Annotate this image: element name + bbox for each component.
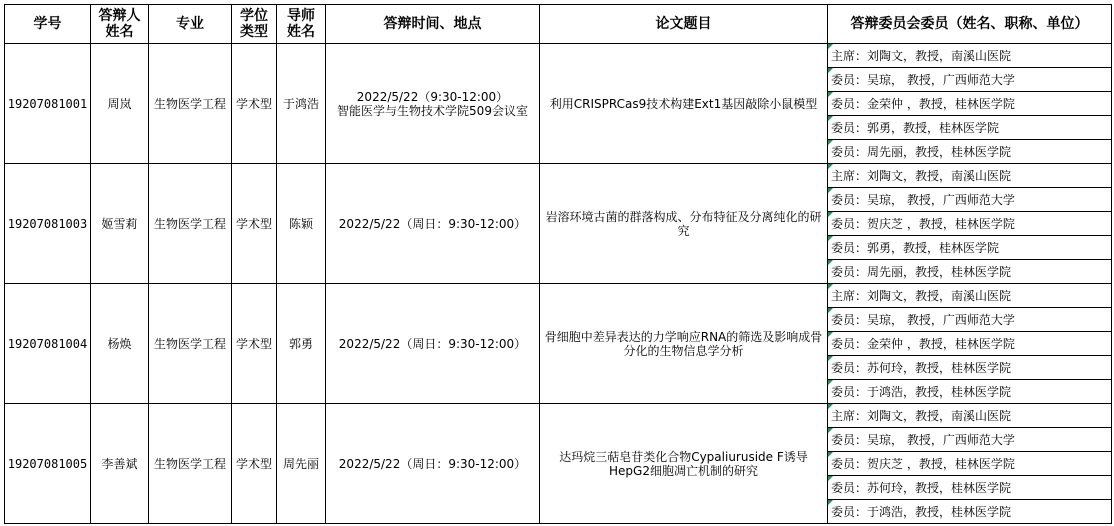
student-id-cell: 19207081001 bbox=[5, 44, 91, 164]
committee-member-cell: 委员：贺庆芝 ，教授，桂林医学院 bbox=[828, 452, 1112, 476]
degree-type-cell: 学术型 bbox=[232, 44, 277, 164]
committee-member-cell: 委员：吴琼， 教授，广西师范大学 bbox=[828, 68, 1112, 92]
committee-member-cell: 委员：苏何玲，教授，桂林医学院 bbox=[828, 356, 1112, 380]
header-thesis-title: 论文题目 bbox=[540, 5, 828, 44]
degree-type-cell: 学术型 bbox=[232, 164, 277, 284]
committee-member-cell: 委员：于鸿浩，教授，桂林医学院 bbox=[828, 500, 1112, 524]
committee-member-cell: 委员：吴琼， 教授，广西师范大学 bbox=[828, 188, 1112, 212]
header-advisor: 导师 姓名 bbox=[277, 5, 326, 44]
header-degree-type: 学位 类型 bbox=[232, 5, 277, 44]
major-cell: 生物医学工程 bbox=[149, 44, 232, 164]
committee-member-cell: 主席：刘陶文，教授，南溪山医院 bbox=[828, 284, 1112, 308]
thesis-title-cell: 利用CRISPRCas9技术构建Ext1基因敲除小鼠模型 bbox=[540, 44, 828, 164]
time-place-cell: 2022/5/22（周日：9:30-12:00） bbox=[326, 164, 540, 284]
advisor-cell: 郭勇 bbox=[277, 284, 326, 404]
thesis-title-cell: 骨细胞中差异表达的力学响应RNA的筛选及影响成骨分化的生物信息学分析 bbox=[540, 284, 828, 404]
committee-member-cell: 主席：刘陶文，教授，南溪山医院 bbox=[828, 164, 1112, 188]
table-row bbox=[5, 164, 1112, 188]
committee-member-cell: 委员：于鸿浩，教授，桂林医学院 bbox=[828, 380, 1112, 404]
header-major: 专业 bbox=[149, 5, 232, 44]
committee-member-cell: 主席：刘陶文，教授，南溪山医院 bbox=[828, 404, 1112, 428]
header-committee: 答辩委员会委员（姓名、职称、单位） bbox=[828, 5, 1112, 44]
committee-member-cell: 主席：刘陶文，教授，南溪山医院 bbox=[828, 44, 1112, 68]
header-row bbox=[5, 5, 1112, 44]
defense-schedule-table bbox=[4, 4, 1112, 524]
table-row bbox=[5, 404, 1112, 428]
student-name-cell: 姬雪莉 bbox=[91, 164, 149, 284]
committee-member-cell: 委员：金荣仲 ，教授，桂林医学院 bbox=[828, 332, 1112, 356]
student-name-cell: 李善斌 bbox=[91, 404, 149, 524]
committee-member-cell: 委员：吴琼， 教授，广西师范大学 bbox=[828, 308, 1112, 332]
header-time-place: 答辩时间、地点 bbox=[326, 5, 540, 44]
degree-type-cell: 学术型 bbox=[232, 284, 277, 404]
time-place-cell: 2022/5/22（周日：9:30-12:00） bbox=[326, 284, 540, 404]
time-place-cell bbox=[326, 44, 540, 164]
student-name-cell: 杨焕 bbox=[91, 284, 149, 404]
table-row bbox=[5, 284, 1112, 308]
thesis-title-cell: 岩溶环境古菌的群落构成、分布特征及分离纯化的研究 bbox=[540, 164, 828, 284]
student-id-cell: 19207081004 bbox=[5, 284, 91, 404]
advisor-cell: 周先丽 bbox=[277, 404, 326, 524]
committee-member-cell: 委员：周先丽，教授，桂林医学院 bbox=[828, 260, 1112, 284]
committee-member-cell: 委员：郭勇，教授，桂林医学院 bbox=[828, 236, 1112, 260]
thesis-title-cell: 达玛烷三萜皂苷类化合物Cypaliuruside F诱导HepG2细胞凋亡机制的研究 bbox=[540, 404, 828, 524]
student-id-cell: 19207081003 bbox=[5, 164, 91, 284]
committee-member-cell: 委员：郭勇，教授，桂林医学院 bbox=[828, 116, 1112, 140]
committee-member-cell: 委员：周先丽，教授，桂林医学院 bbox=[828, 140, 1112, 164]
degree-type-cell: 学术型 bbox=[232, 404, 277, 524]
header-name: 答辩人 姓名 bbox=[91, 5, 149, 44]
advisor-cell: 陈颖 bbox=[277, 164, 326, 284]
major-cell: 生物医学工程 bbox=[149, 164, 232, 284]
table-row bbox=[5, 44, 1112, 68]
student-name-cell: 周岚 bbox=[91, 44, 149, 164]
major-cell: 生物医学工程 bbox=[149, 284, 232, 404]
committee-member-cell: 委员：贺庆芝 ，教授，桂林医学院 bbox=[828, 212, 1112, 236]
committee-member-cell: 委员：金荣仲 ，教授，桂林医学院 bbox=[828, 92, 1112, 116]
place-text: 智能医学与生物技术学院509会议室 bbox=[337, 103, 528, 118]
header-student-id: 学号 bbox=[5, 5, 91, 44]
student-id-cell: 19207081005 bbox=[5, 404, 91, 524]
time-place-cell: 2022/5/22（周日：9:30-12:00） bbox=[326, 404, 540, 524]
committee-member-cell: 委员：吴琼， 教授，广西师范大学 bbox=[828, 428, 1112, 452]
major-cell: 生物医学工程 bbox=[149, 404, 232, 524]
time-text: 2022/5/22（9:30-12:00） bbox=[356, 89, 509, 104]
committee-member-cell: 委员：苏何玲，教授，桂林医学院 bbox=[828, 476, 1112, 500]
advisor-cell: 于鸿浩 bbox=[277, 44, 326, 164]
